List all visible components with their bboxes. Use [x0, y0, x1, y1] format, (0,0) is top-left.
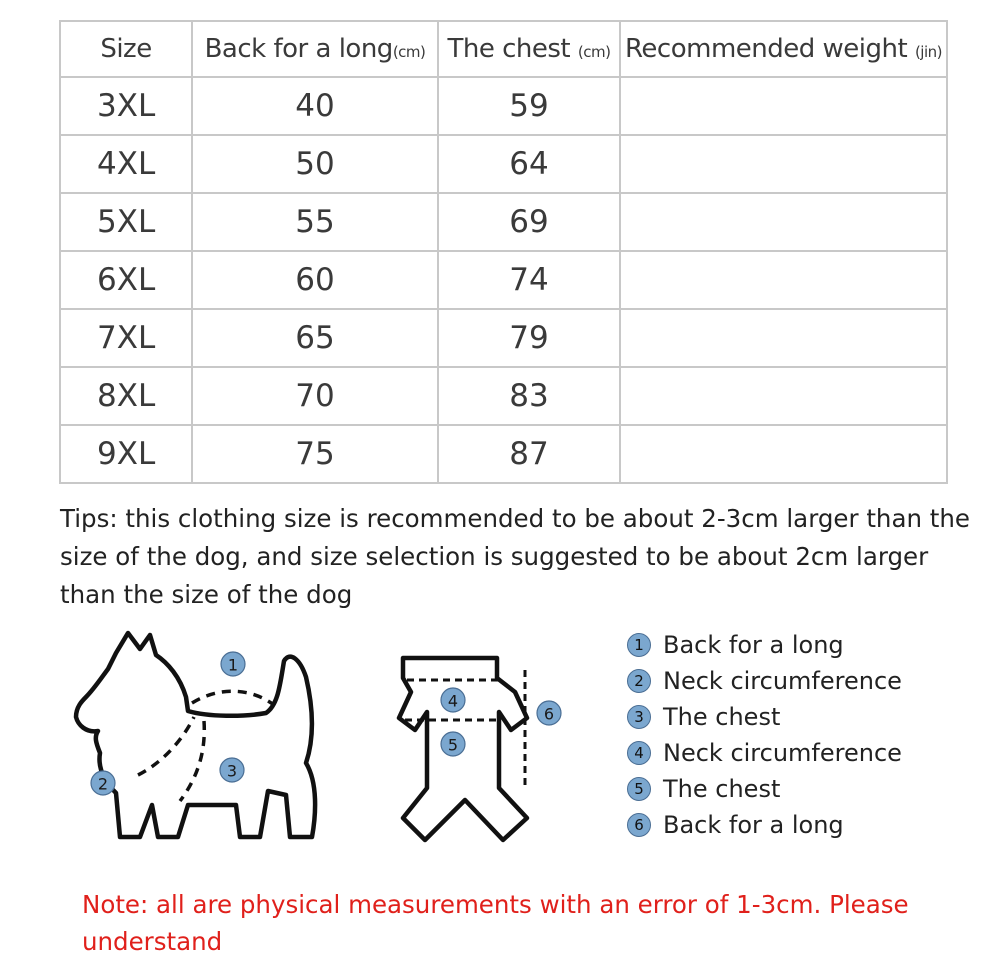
legend-item: [627, 735, 902, 771]
table-header-row: [60, 21, 947, 77]
svg-text:4: 4: [447, 691, 459, 711]
chest-cell: 74: [438, 251, 620, 309]
legend-number-icon: 2: [627, 669, 651, 693]
size-cell: 8XL: [60, 367, 192, 425]
header-recommended-weight: Recommended weight (jin): [620, 21, 947, 77]
dog-measure-lines: [138, 691, 274, 801]
chest-cell: 69: [438, 193, 620, 251]
table-row: [60, 367, 947, 425]
chest-cell: 79: [438, 309, 620, 367]
legend-item: [627, 663, 902, 699]
legend-label: The chest: [663, 775, 781, 803]
badge-5-icon: [441, 732, 465, 756]
weight-cell: [620, 251, 947, 309]
legend-label: Back for a long: [663, 811, 844, 839]
legend-number-icon: 6: [627, 813, 651, 837]
svg-text:2: 2: [97, 774, 109, 794]
header-back-length: Back for a long(cm): [192, 21, 438, 77]
badge-6-icon: [537, 701, 561, 725]
svg-text:5: 5: [447, 735, 459, 755]
size-cell: 3XL: [60, 77, 192, 135]
legend-item: [627, 807, 902, 843]
legend-label: The chest: [663, 703, 781, 731]
svg-text:6: 6: [543, 704, 555, 724]
badge-3-icon: [220, 758, 244, 782]
back-length-cell: 65: [192, 309, 438, 367]
dog-outline-icon: [76, 633, 315, 837]
back-length-cell: 70: [192, 367, 438, 425]
size-chart-table: [59, 20, 948, 484]
legend-label: Neck circumference: [663, 739, 902, 767]
size-cell: 7XL: [60, 309, 192, 367]
weight-cell: [620, 309, 947, 367]
size-cell: 9XL: [60, 425, 192, 483]
legend-item: [627, 627, 902, 663]
legend-number-icon: 4: [627, 741, 651, 765]
header-size: Size: [60, 21, 192, 77]
back-length-cell: 50: [192, 135, 438, 193]
clothes-measurement-diagram: [365, 650, 565, 845]
back-length-cell: 40: [192, 77, 438, 135]
badge-2-icon: [91, 771, 115, 795]
table-row: [60, 309, 947, 367]
table-row: [60, 425, 947, 483]
chest-cell: 83: [438, 367, 620, 425]
size-cell: 4XL: [60, 135, 192, 193]
legend-label: Back for a long: [663, 631, 844, 659]
table-row: [60, 77, 947, 135]
svg-text:1: 1: [227, 655, 239, 675]
tips-text: Tips: this clothing size is recommended to be about 2-3cm larger than the size of the dog, and size selection is suggested to be about 2cm larger than the size of the dog: [60, 504, 970, 609]
back-length-cell: 75: [192, 425, 438, 483]
legend-number-icon: 3: [627, 705, 651, 729]
neck-line: [138, 717, 194, 775]
chest-line: [180, 721, 204, 801]
badge-1-icon: [221, 652, 245, 676]
svg-text:3: 3: [226, 761, 238, 781]
table-row: [60, 193, 947, 251]
weight-cell: [620, 135, 947, 193]
back-length-cell: 55: [192, 193, 438, 251]
chest-cell: 64: [438, 135, 620, 193]
weight-cell: [620, 77, 947, 135]
legend-label: Neck circumference: [663, 667, 902, 695]
weight-cell: [620, 193, 947, 251]
size-cell: 6XL: [60, 251, 192, 309]
weight-cell: [620, 425, 947, 483]
legend-number-icon: 5: [627, 777, 651, 801]
chest-cell: 59: [438, 77, 620, 135]
measurement-legend: [627, 627, 902, 843]
note-text: Note: all are physical measurements with an error of 1-3cm. Please understand: [82, 890, 909, 956]
dog-measurement-diagram: [68, 625, 328, 855]
badge-4-icon: [441, 688, 465, 712]
back-length-line: [192, 691, 274, 705]
weight-cell: [620, 367, 947, 425]
table-row: [60, 135, 947, 193]
table-row: [60, 251, 947, 309]
size-cell: 5XL: [60, 193, 192, 251]
legend-item: [627, 699, 902, 735]
chest-cell: 87: [438, 425, 620, 483]
legend-item: [627, 771, 902, 807]
header-chest: The chest (cm): [438, 21, 620, 77]
back-length-cell: 60: [192, 251, 438, 309]
legend-number-icon: 1: [627, 633, 651, 657]
